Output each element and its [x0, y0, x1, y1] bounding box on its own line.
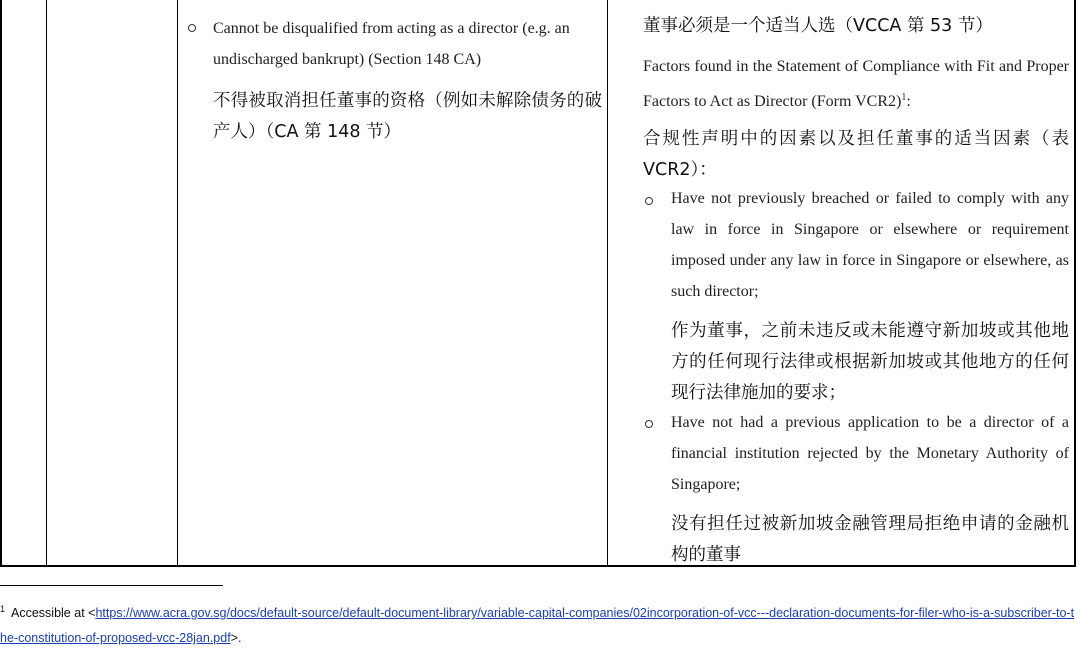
footnote-number: 1	[0, 604, 6, 614]
bullet-1-text-zh: 作为董事，之前未违反或未能遵守新加坡或其他地方的任何现行法律或根据新加坡或其他地方的任何现行法律施加的要求；	[671, 321, 1069, 403]
list-item	[671, 183, 1069, 409]
hollow-bullet-icon	[188, 24, 196, 32]
column-divider-2	[177, 0, 178, 565]
footnote-separator	[0, 585, 223, 586]
hollow-bullet-icon	[645, 197, 653, 205]
column-divider-3	[607, 0, 608, 565]
bullet-2-text-en: Have not had a previous application to be a director of a financial institution rejected by the Monetary Authority of Singapore;	[671, 414, 1069, 493]
footnote-prefix: Accessible at <	[11, 606, 96, 620]
footnote	[0, 597, 1076, 651]
disqualification-text-en: Cannot be disqualified from acting as a director (e.g. an undischarged bankrupt) (Section 148 CA)	[213, 20, 570, 68]
bullet-2-text-zh: 没有担任过被新加坡金融管理局拒绝申请的金融机构的董事	[671, 514, 1069, 565]
hollow-bullet-icon	[645, 420, 653, 428]
list-item	[671, 407, 1069, 571]
disqualification-text-zh: 不得被取消担任董事的资格（例如未解除债务的破产人）（CA 第 148 节）	[213, 91, 602, 142]
factors-text-en: Factors found in the Statement of Compliance with Fit and Proper Factors to Act as Director (Form VCR2)$^1$:	[643, 58, 1069, 110]
footnote-reference[interactable]: 1	[901, 92, 907, 103]
factors-text-zh: 合规性声明中的因素以及担任董事的适当因素（表 VCR2）：	[643, 129, 1069, 180]
footnote-suffix: >.	[230, 631, 242, 645]
footnote-link[interactable]: https://www.acra.gov.sg/docs/default-source/default-document-library/variable-capital-companies/02incorporation-of-vcc---declaration-documents-for-filer-who-is-a-subscriber-to-the-constitution-of-proposed-vcc-28jan.pdf	[0, 606, 1075, 645]
fit-proper-heading-zh: 董事必须是一个适当人选（VCCA 第 53 节）	[643, 16, 993, 36]
bullet-1-text-en: Have not previously breached or failed to comply with any law in force in Singapore or elsewhere or requirement imposed under any law in force in Singapore or elsewhere, as such director;	[671, 190, 1069, 300]
column-divider-1	[46, 0, 47, 565]
